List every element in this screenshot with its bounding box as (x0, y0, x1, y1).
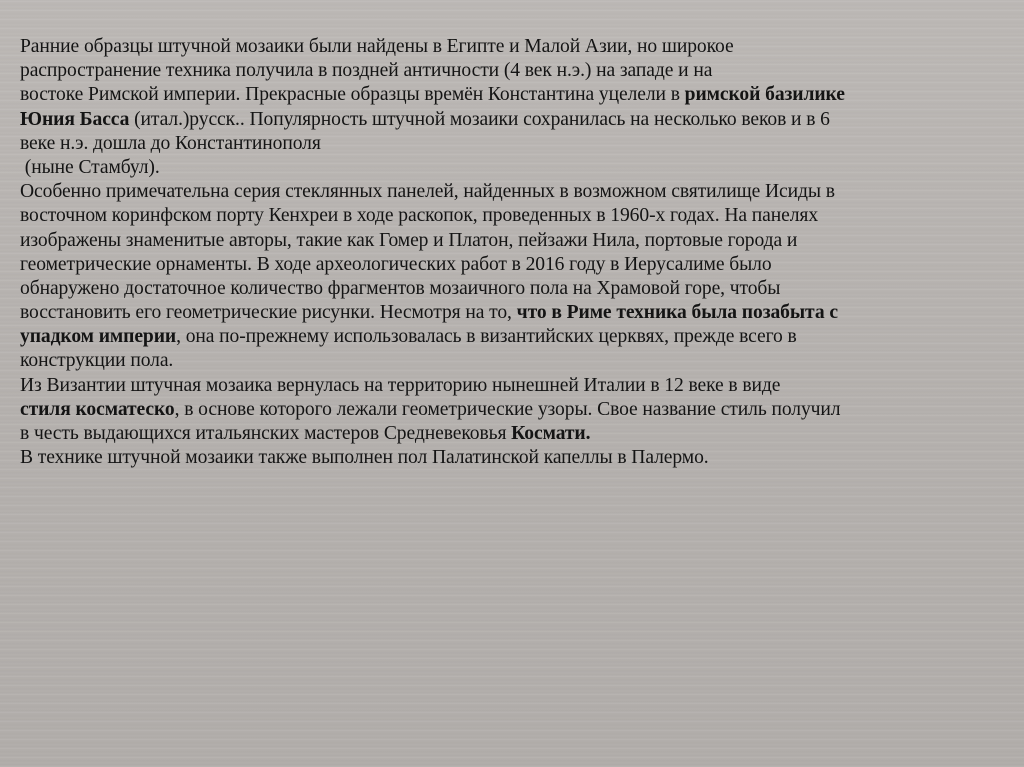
text-line (20, 35, 1012, 59)
text-segment: Из Византии штучная мозаика вернулась на территорию нынешней Италии в 12 веке в виде (20, 374, 781, 396)
text-line (20, 180, 1012, 204)
bold-text-segment: Юния Басса (20, 108, 130, 130)
text-segment: обнаружено достаточное количество фрагментов мозаичного пола на Храмовой горе, чтобы (20, 277, 781, 299)
text-segment: в честь выдающихся итальянских мастеров Средневековья (20, 423, 512, 444)
bold-text-segment: упадком империи (20, 326, 177, 348)
text-segment: геометрические орнаменты. В ходе археологических работ в 2016 году в Иерусалиме было (20, 253, 772, 275)
bold-text-segment: римской базилике (684, 84, 845, 106)
text-line (20, 253, 1012, 277)
bold-text-segment: что в Риме техника была позабыта с (516, 302, 838, 324)
text-segment: Особенно примечательна серия стеклянных панелей, найденных в возможном святилище Исиды в (20, 181, 835, 203)
text-segment: Ранние образцы штучной мозаики были найдены в Египте и Малой Азии, но широкое (20, 36, 734, 57)
text-segment: веке н.э. дошла до Константинополя (20, 132, 321, 154)
text-segment: распространение техника получила в поздней античности (4 век н.э.) на западе и на (20, 60, 713, 82)
text-line (20, 108, 1012, 132)
text-segment: восстановить его геометрические рисунки. Несмотря на то, (20, 302, 517, 324)
text-line (20, 374, 1012, 398)
text-line (20, 422, 1012, 446)
text-segment: (ныне Стамбул). (20, 156, 160, 178)
text-line (20, 156, 1012, 180)
text-line (20, 229, 1012, 253)
text-line (20, 325, 1012, 349)
text-line (20, 398, 1012, 422)
text-segment: , она по-прежнему использовалась в византийских церквях, прежде всего в (176, 326, 797, 348)
article-text (20, 35, 1012, 470)
text-segment: восточном коринфском порту Кенхреи в ходе раскопок, проведенных в 1960-х годах. На панелях (20, 205, 819, 227)
text-segment: востоке Римской империи. Прекрасные образцы времён Константина уцелели в (20, 84, 685, 106)
text-line (20, 132, 1012, 156)
text-segment: В технике штучной мозаики также выполнен пол Палатинской капеллы в Палермо. (20, 447, 709, 469)
text-line (20, 446, 1012, 470)
text-segment: (итал.)русск.. Популярность штучной мозаики сохранилась на несколько веков и в 6 (129, 108, 830, 130)
text-segment: , в основе которого лежали геометрические узоры. Свое название стиль получил (174, 398, 841, 420)
text-line (20, 83, 1012, 107)
text-line (20, 204, 1012, 228)
bold-text-segment: Космати. (511, 423, 591, 444)
text-line (20, 349, 1012, 373)
text-line (20, 301, 1012, 325)
bold-text-segment: стиля косматеско (20, 398, 175, 420)
text-segment: конструкции пола. (20, 350, 174, 372)
text-segment: изображены знаменитые авторы, такие как Гомер и Платон, пейзажи Нила, портовые города и (20, 229, 798, 251)
text-line (20, 277, 1012, 301)
text-line (20, 59, 1012, 83)
